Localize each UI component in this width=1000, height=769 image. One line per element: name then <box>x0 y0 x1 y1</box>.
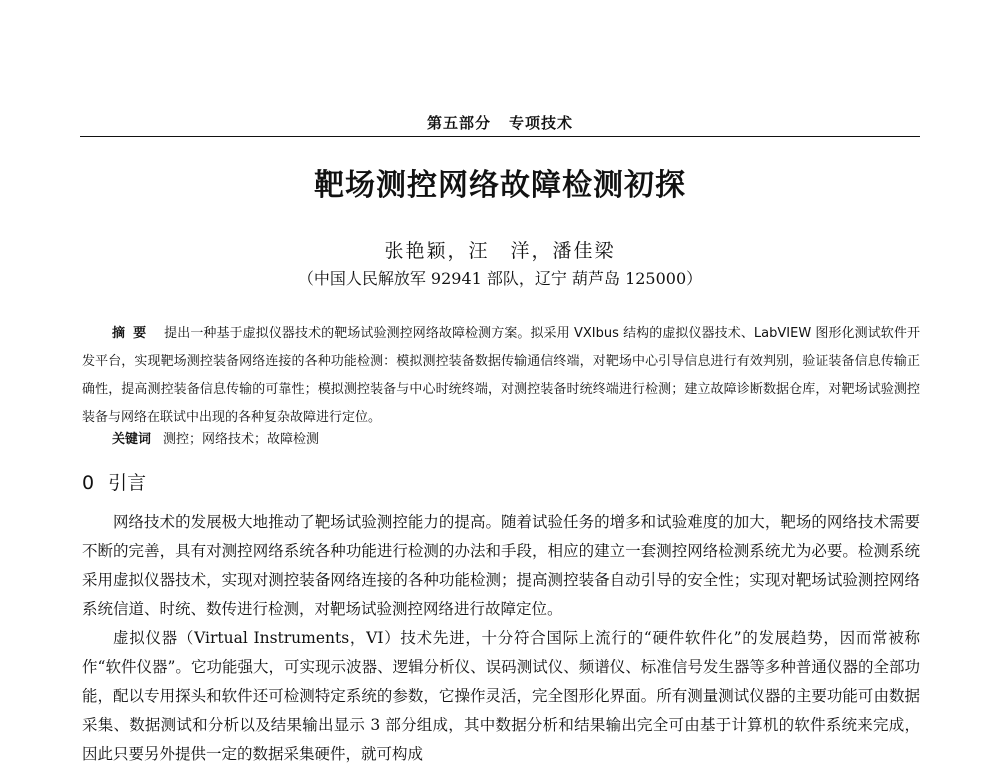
running-head-topic: 专项技术 <box>509 114 574 132</box>
header-rule <box>80 136 920 137</box>
paper-title: 靶场测控网络故障检测初探 <box>314 168 686 203</box>
keywords-label: 关键词 <box>112 432 152 447</box>
running-head-part: 第五部分 <box>426 114 491 132</box>
authors: 张艳颖，汪 洋，潘佳梁 <box>384 240 616 262</box>
running-head <box>0 112 1000 133</box>
keywords-text: 测控；网络技术；故障检测 <box>163 432 320 447</box>
keywords <box>112 428 912 447</box>
section-number: 0 <box>82 472 95 494</box>
abstract <box>82 320 920 432</box>
abstract-label: 摘要 <box>112 326 155 341</box>
body-text <box>82 508 920 769</box>
affiliation: （中国人民解放军 92941 部队，辽宁 葫芦岛 125000） <box>297 269 703 288</box>
abstract-text: 提出一种基于虚拟仪器技术的靶场试验测控网络故障检测方案。拟采用 VXIbus 结构的虚拟仪器技术、LabVIEW 图形化测试软件开发平台，实现靶场测控装备网络连接的各种功能检测：模拟测控装备数据传输通信终端，对靶场中心引导信息进行有效判别，验证装备信息传输正确性，提高测控装备信息传输的可靠性；模拟测控装备与中心时统终端，对测控装备时统终端进行检测；建立故障诊断数据仓库，对靶场试验测控装备与网络在联试中出现的各种复杂故障进行定位。 <box>82 326 920 425</box>
paragraph: 虚拟仪器（Virtual Instruments，VI）技术先进，十分符合国际上流行的“硬件软件化”的发展趋势，因而常被称作“软件仪器”。它功能强大，可实现示波器、逻辑分析仪、误码测试仪、频谱仪、标准信号发生器等多种普通仪器的全部功能，配以专用探头和软件还可检测特定系统的参数，它操作灵活，完全图形化界面。所有测量测试仪器的主要功能可由数据采集、数据测试和分析以及结果输出显示 3 部分组成，其中数据分析和结果输出完全可由基于计算机的软件系统来完成，因此只要另外提供一定的数据采集硬件，就可构成 <box>82 629 920 763</box>
section-title: 引言 <box>108 472 147 494</box>
paragraph: 网络技术的发展极大地推动了靶场试验测控能力的提高。随着试验任务的增多和试验难度的加大，靶场的网络技术需要不断的完善，具有对测控网络系统各种功能进行检测的办法和手段，相应的建立一套测控网络检测系统尤为必要。检测系统采用虚拟仪器技术，实现对测控装备网络连接的各种功能检测；提高测控装备自动引导的安全性；实现对靶场试验测控网络系统信道、时统、数传进行检测，对靶场试验测控网络进行故障定位。 <box>82 513 920 618</box>
section-heading <box>82 468 146 495</box>
